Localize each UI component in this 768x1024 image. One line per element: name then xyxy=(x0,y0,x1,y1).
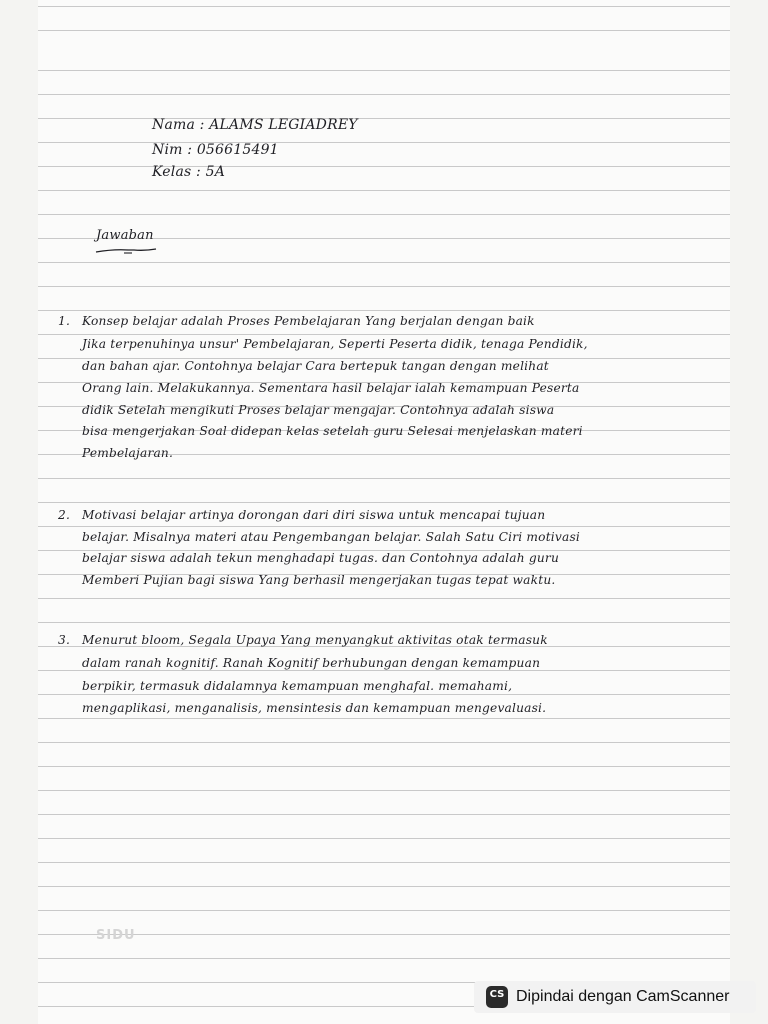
answer-3-line-4: mengaplikasi, menganalisis, mensintesis dan kemampuan mengevaluasi. xyxy=(82,701,547,715)
camscanner-icon xyxy=(486,986,508,1008)
answer-1-line-2: Jika terpenuhinya unsur' Pembelajaran, Seperti Peserta didik, tenaga Pendidik, xyxy=(82,337,588,351)
answer-heading: Jawaban xyxy=(96,228,154,243)
scanner-badge-text: Dipindai dengan CamScanner xyxy=(516,988,730,1005)
answer-3-number: 3. xyxy=(58,633,71,647)
answer-1-line-5: didik Setelah mengikuti Proses belajar mengajar. Contohnya adalah siswa xyxy=(82,403,555,417)
answer-1-line-4: Orang lain. Melakukannya. Sementara hasil belajar ialah kemampuan Peserta xyxy=(82,381,580,395)
camscanner-icon-letters: CS xyxy=(489,989,505,1000)
answer-2-line-4: Memberi Pujian bagi siswa Yang berhasil mengerjakan tugas tepat waktu. xyxy=(82,573,556,587)
student-nim: Nim : 056615491 xyxy=(152,142,279,158)
answer-1-line-3: dan bahan ajar. Contohnya belajar Cara bertepuk tangan dengan melihat xyxy=(82,359,549,373)
student-name: Nama : ALAMS LEGIADREY xyxy=(152,117,358,133)
answer-3-line-2: dalam ranah kognitif. Ranah Kognitif berhubungan dengan kemampuan xyxy=(82,656,541,670)
answer-1-line-6: bisa mengerjakan Soal didepan kelas setelah guru Selesai menjelaskan materi xyxy=(82,424,583,438)
paper-brand-watermark: SIDU xyxy=(96,928,136,943)
student-class: Kelas : 5A xyxy=(152,164,226,180)
answer-2-number: 2. xyxy=(58,508,71,522)
answer-3-line-1: Menurut bloom, Segala Upaya Yang menyangkut aktivitas otak termasuk xyxy=(82,633,548,647)
answer-2-line-1: Motivasi belajar artinya dorongan dari diri siswa untuk mencapai tujuan xyxy=(82,508,546,522)
answer-3-line-3: berpikir, termasuk didalamnya kemampuan menghafal. memahami, xyxy=(82,679,513,693)
answer-1-number: 1. xyxy=(58,314,71,328)
answer-underline xyxy=(94,247,158,255)
answer-1-line-7: Pembelajaran. xyxy=(82,446,174,460)
scanner-badge xyxy=(474,981,756,1013)
answer-2-line-2: belajar. Misalnya materi atau Pengembangan belajar. Salah Satu Ciri motivasi xyxy=(82,530,581,544)
answer-2-line-3: belajar siswa adalah tekun menghadapi tugas. dan Contohnya adalah guru xyxy=(82,551,559,565)
answer-1-line-1: Konsep belajar adalah Proses Pembelajaran Yang berjalan dengan baik xyxy=(82,314,535,328)
